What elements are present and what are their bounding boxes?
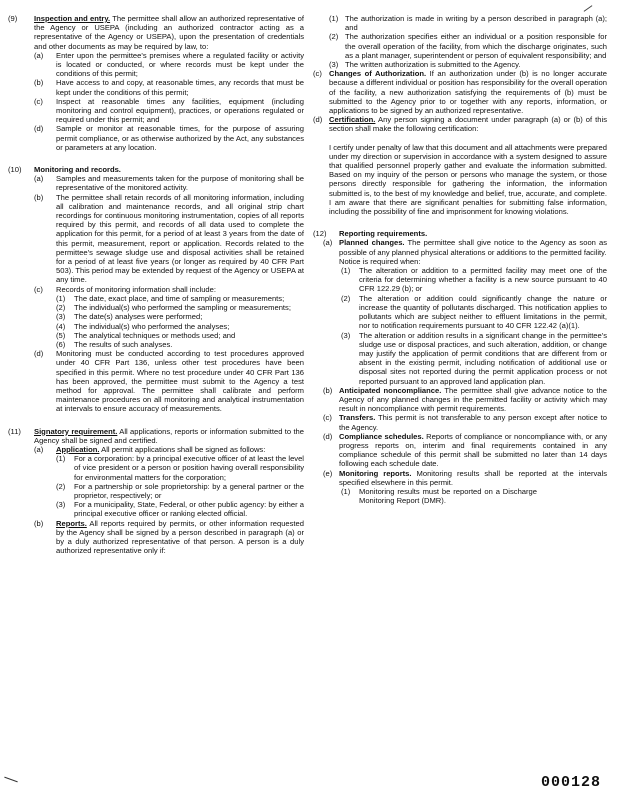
list-item: (d) Sample or monitor at reasonable times, for the purpose of assuring permit compliance, or as otherwise authorized by the Act, any substances or parameters at any location.: [34, 124, 304, 152]
list-item: (c) Transfers. This permit is not transferable to any person except after notice to the Agency.: [323, 413, 607, 432]
sub-item: (3) For a municipality, State, Federal, or other public agency: by either a principal executive officer or ranking elected official.: [56, 500, 304, 519]
list-item: (e) Monitoring reports. Monitoring results shall be reported at the intervals specified elsewhere in this permit.: [323, 468, 607, 487]
section-title: Monitoring and records.: [34, 165, 121, 175]
list-item: (d) Monitoring must be conducted according to test procedures approved under 40 CFR Part 136, unless other test procedures have been specified in this permit. Where no test procedure under 40 CFR Part 136 has been approved, the permittee must submit to the Agency a test method for approval. The permittee shall calibrate and perform maintenance procedures on all monitoring and analytical instrumentation at intervals to ensure accuracy of measurements.: [34, 349, 304, 414]
list-item: (a) Enter upon the permittee's premises where a regulated facility or activity is located or conducted, or where records must be kept under the conditions of this permit;: [34, 50, 304, 79]
page-number: 000128: [540, 773, 601, 791]
section-number: (11): [8, 426, 21, 436]
right-column: [313, 14, 607, 505]
section-text: All applications, reports or information submitted to the Agency shall be signed and certified.: [34, 426, 304, 445]
certification-statement: I certify under penalty of law that this document and all attachments were prepared under my direction or supervision in accordance with a system designed to assure that qualified personnel properly gather and evaluate the information submitted. Based on my inquiry of the person or persons who manage the system, or those persons directly responsible for gathering the information, the information submitted is, to the best of my knowledge and belief, true, accurate, and complete. I am aware that there are significant penalties for submitting false information, including the possibility of fine and imprisonment for knowing violations.: [329, 142, 607, 217]
sub-item: (2) The alteration or addition could significantly change the nature or increase the quantity of pollutants discharged. This notification applies to pollutants which are subject neither to effluent limitations in the permit, nor to notification requirements pursuant to 40 CFR 122.42 (a)(1).: [341, 293, 607, 331]
list-item: (a) Application. All permit applications shall be signed as follows:: [34, 444, 266, 454]
list-item: (d) Compliance schedules. Reports of compliance or noncompliance with, or any progress reports on, interim and final requirements contained in any compliance schedule of this permit shall be submitted no later than 14 days following each schedule date.: [323, 431, 607, 469]
sub-item: (2) The authorization specifies either an individual or a position responsible for the overall operation of the facility, from which the discharge originates, such as a plant manager, superintendent or person of equivalent responsibility; and: [329, 32, 607, 60]
list-item: (b) Reports. All reports required by permits, or other information requested by the Agency shall be signed by a person described in paragraph (a) or by a duly authorized representative of that person. A person is a duly authorized representative only if:: [34, 518, 304, 556]
sub-item: (2) The individual(s) who performed the sampling or measurements;: [56, 303, 291, 313]
sub-item: (1) For a corporation: by a principal executive officer of at least the level of vice president or a person or position having overall responsibility for environmental matters for the corporation;: [56, 454, 304, 482]
sub-item: (3) The date(s) analyses were performed;: [56, 312, 203, 322]
section-9: [8, 14, 304, 51]
section-title: Signatory requirement.: [34, 426, 118, 436]
list-item: (b) Anticipated noncompliance. The permittee shall give advance notice to the Agency of any planned changes in the permitted facility or activity which may result in noncompliance with permit requirements.: [323, 385, 607, 414]
sub-item: (6) The results of such analyses.: [56, 339, 173, 349]
section-title: Inspection and entry.: [34, 14, 111, 23]
list-item: (a) Planned changes. The permittee shall give notice to the Agency as soon as possible of any planned physical alterations or additions to the permitted facility. Notice is required when:: [323, 238, 607, 266]
section-text: The permittee shall allow an authorized representative of the Agency or USEPA (including an authorized contractor acting as a representative of the Agency or USEPA), upon the presentation of credentials and other documents as may be required by law, to:: [34, 14, 304, 51]
list-item: (d) Certification. Any person signing a document under paragraph (a) or (b) of this section shall make the following certification:: [313, 115, 607, 134]
list-item: (b) Have access to and copy, at reasonable times, any records that must be kept under the conditions of this permit;: [34, 78, 304, 97]
sub-item: (3) The written authorization is submitted to the Agency.: [329, 60, 521, 70]
sub-item: (1) The date, exact place, and time of sampling or measurements;: [56, 293, 285, 303]
section-title: Reporting requirements.: [339, 229, 428, 239]
section-11: [8, 427, 304, 445]
section-12: [313, 229, 607, 238]
list-item: (a) Samples and measurements taken for the purpose of monitoring shall be representative of the monitored activity.: [34, 174, 304, 193]
sub-item: (1) The alteration or addition to a permitted facility may meet one of the criteria for determining whether a facility is a new source pursuant to 40 CFR 122.29 (b); or: [341, 266, 607, 294]
sub-item: (2) For a partnership or sole proprietorship: by a general partner or the proprietor, respectively; or: [56, 481, 304, 500]
section-10: [8, 165, 304, 174]
sub-item: (1) The authorization is made in writing by a person described in paragraph (a); and: [329, 14, 607, 33]
scan-mark: [4, 777, 17, 783]
list-item: (c) Changes of Authorization. If an authorization under (b) is no longer accurate because a different individual or position has responsibility for the overall operation of the facility, a new authorization satisfying the requirements of (b) must be submitted to the Agency prior to or together with any reports, information, or applications to be signed by an authorized representative.: [313, 69, 607, 116]
sub-item: (3) The alteration or addition results in a significant change in the permittee's sludge use or disposal practices, and such alteration, addition, or change may justify the application of permit conditions that are different from or absent in the existing permit, including notification of additional use or disposal sites not reported during the permit application process or not reported pursuant to an approved land application plan.: [341, 330, 607, 386]
list-item: (c) Records of monitoring information shall include:: [34, 284, 216, 294]
list-item: (b) The permittee shall retain records of all monitoring information, including all calibration and maintenance records, and all original strip chart recordings for continuous monitoring instrumentation, copies of all reports required by this permit, and records of all data used to complete the application for this permit, for a period of at least 3 years from the date of this permit, measurement, report or application. Records related to the permittee's sewage sludge use and disposal activities shall be retained for a period of at least five years (or longer as required by 40 CFR Part 503). This period may be extended by request of the Agency or USEPA at any time.: [34, 192, 304, 285]
sub-item: (5) The analytical techniques or methods used; and: [56, 330, 236, 340]
section-number: (12): [313, 229, 327, 239]
scan-speck: [584, 5, 593, 12]
section-number: (10): [8, 165, 22, 175]
sub-item: (4) The individual(s) who performed the analyses;: [56, 321, 230, 331]
section-number: (9): [8, 14, 18, 23]
list-item: (c) Inspect at reasonable times any facilities, equipment (including monitoring and control equipment), practices, or operations regulated or required under this permit; and: [34, 96, 304, 125]
sub-item: (1) Monitoring results must be reported on a Discharge Monitoring Report (DMR).: [341, 486, 537, 506]
left-column: [8, 14, 304, 555]
